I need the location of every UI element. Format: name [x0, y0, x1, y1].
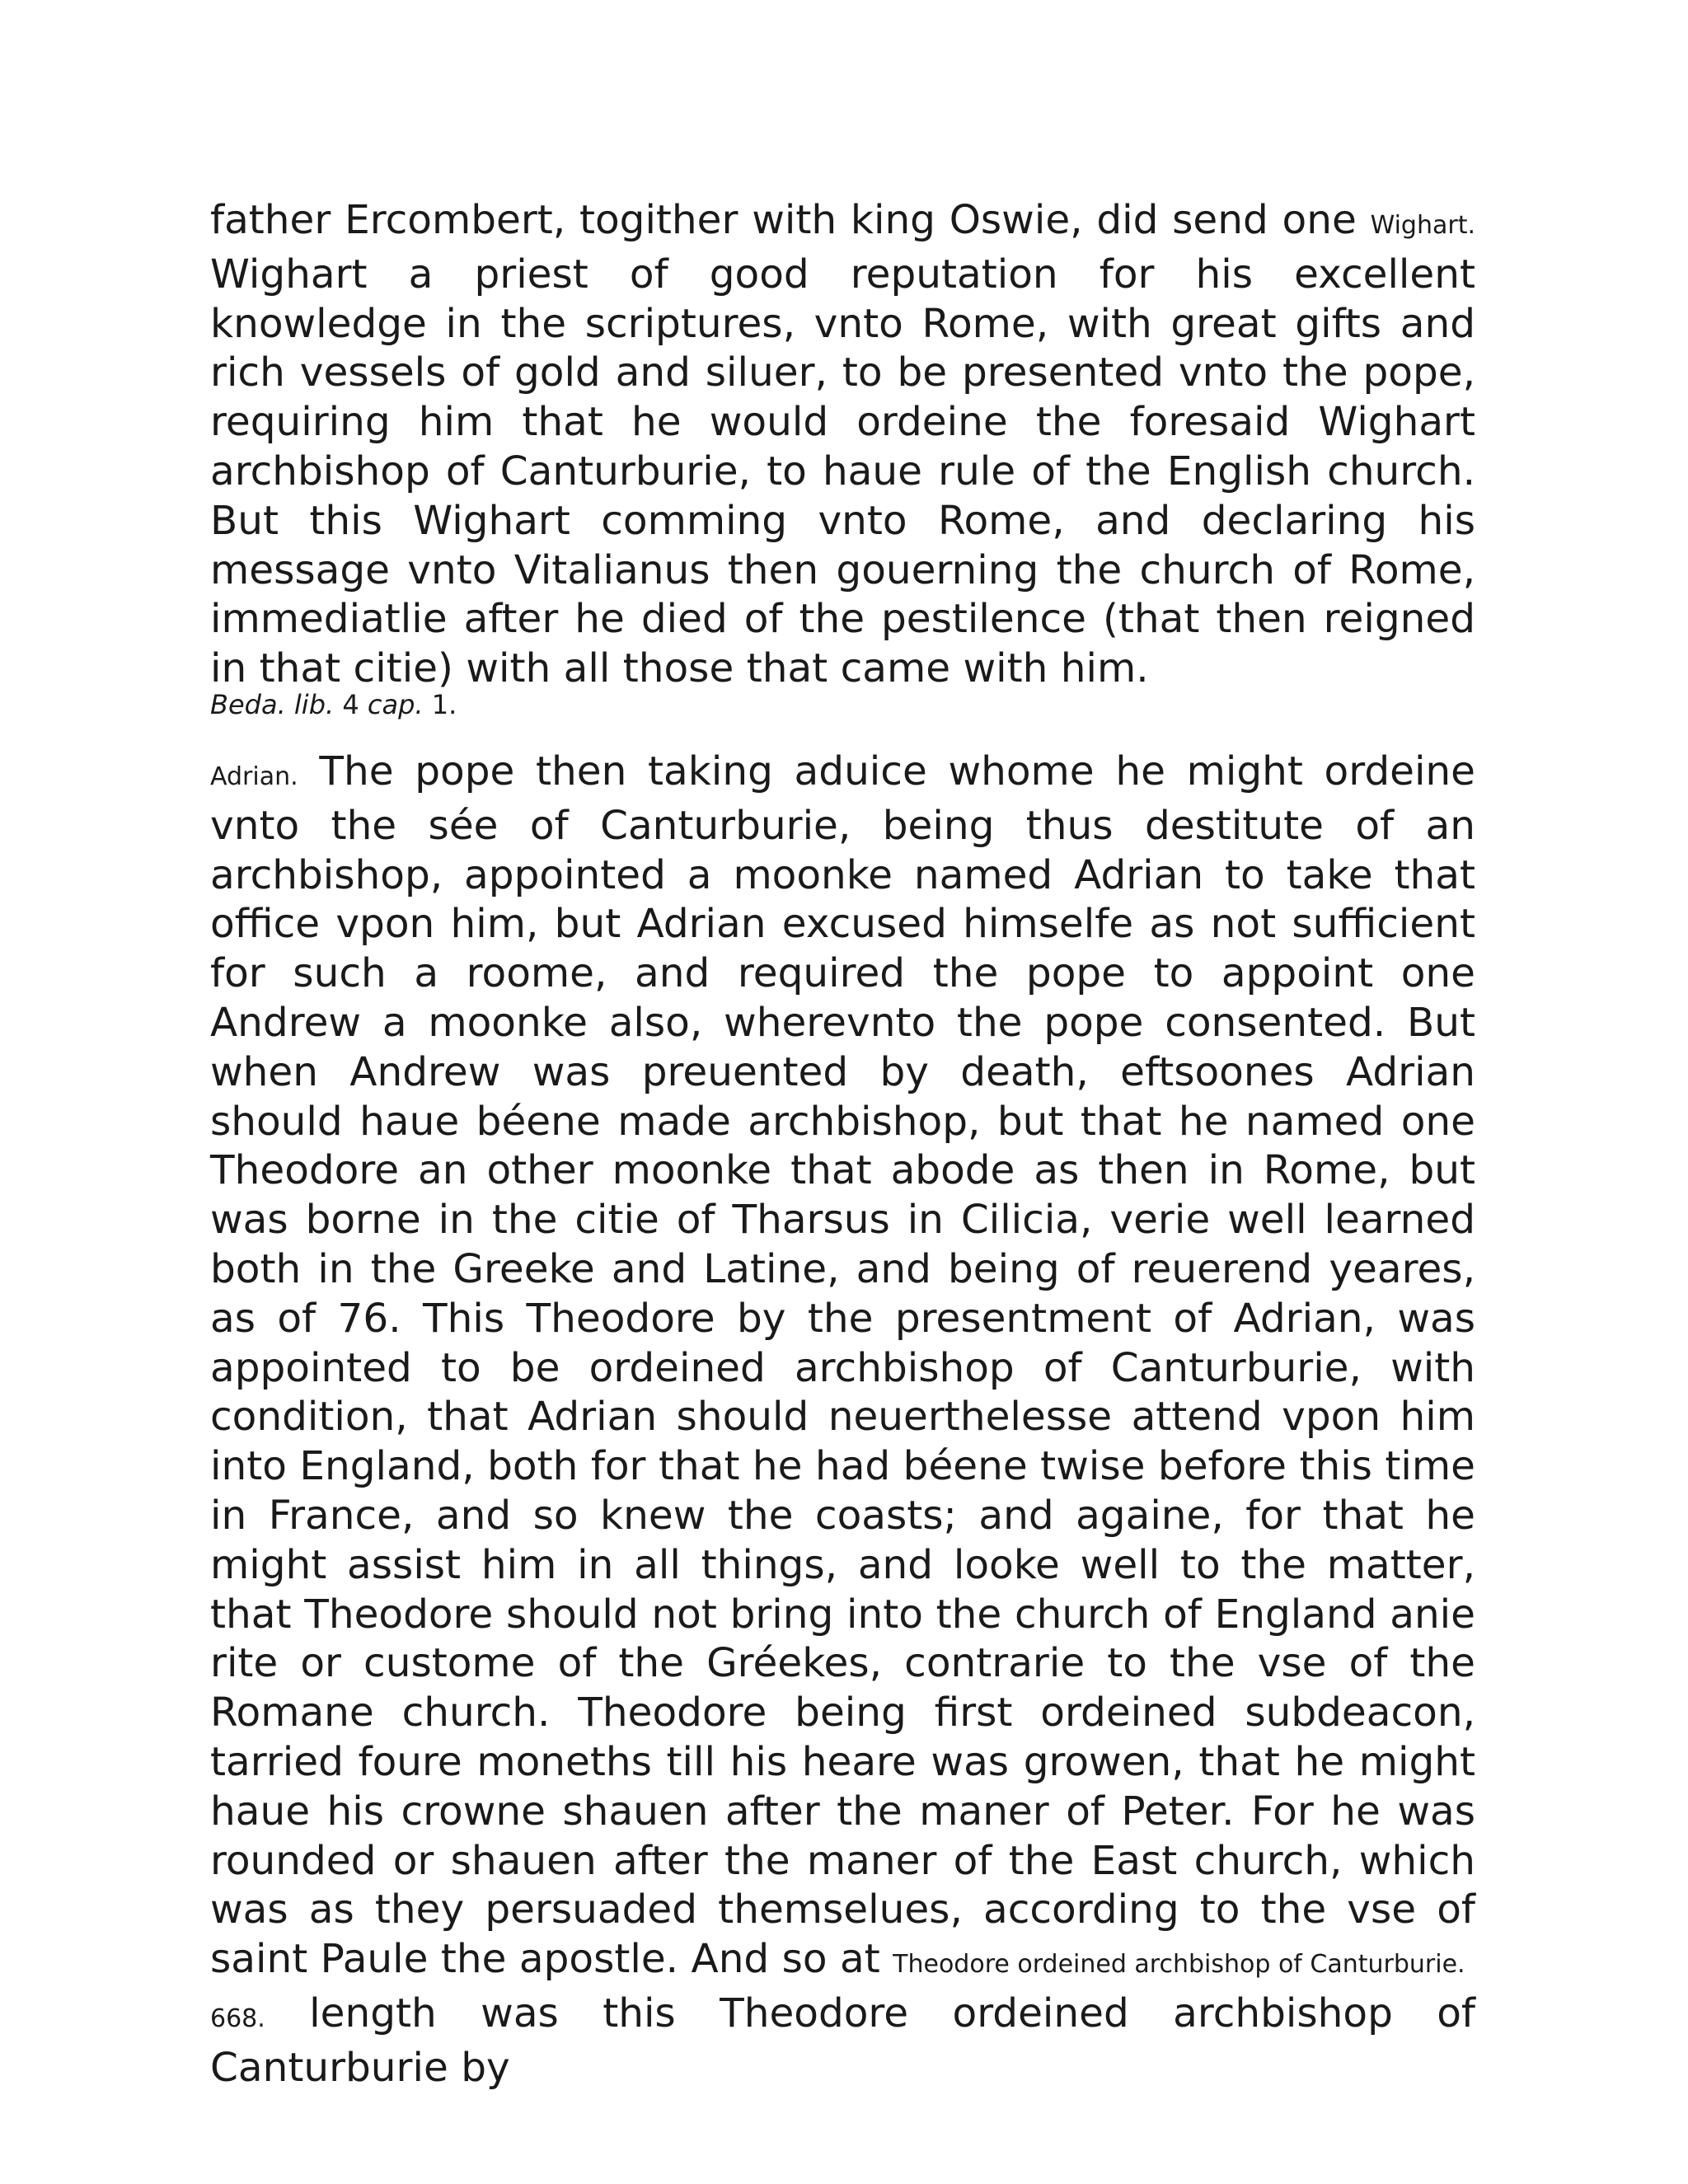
paragraph-2 [210, 748, 1475, 2093]
reference-beda-lib: Beda. lib. [210, 689, 335, 720]
margin-note-theodore-ordeined: Theodore ordeined archbishop of Canturburie. [893, 1950, 1465, 1980]
reference-book-number: 4 [334, 689, 368, 720]
paragraph-1 [210, 196, 1475, 694]
paragraph-2-text-last: length was this Theodore ordeined archbishop of Canturburie by [210, 1990, 1475, 2091]
reference-cap-number: 1. [423, 689, 457, 720]
margin-note-adrian: Adrian. [210, 762, 298, 791]
margin-note-wighart: Wighart. [1370, 211, 1475, 240]
paragraph-1-text-end: Wighart a priest of good reputation for his excellent knowledge in the scriptures, vnto Rome, with great gifts and rich vessels of gold and siluer, to be presented vnto the pope, requiring him that he would ordeine the foresaid Wighart archbishop of Canturburie, to haue rule of the English church. But this Wighart comming vnto Rome, and declaring his message vnto Vitalianus then gouerning the church of Rome, immediatlie after he died of the pestilence (that then reigned in that citie) with all those that came with him. [210, 251, 1475, 692]
paragraph-1-text-start: father Ercombert, togither with king Oswie, did send one [210, 197, 1371, 243]
margin-note-year: 668. [210, 2004, 265, 2033]
reference-cap: cap. [367, 689, 424, 720]
paragraph-2-text-main: The pope then taking aduice whome he might ordeine vnto the sée of Canturburie, being thus destitute of an archbishop, appointed a moonke named Adrian to take that office vpon him, but Adrian excused himselfe as not sufficient for such a roome, and required the pope to appoint one Andrew a moonke also, wherevnto the pope consented. But when Andrew was preuented by death, eftsoones Adrian should haue béene made archbishop, but that he named one Theodore an other moonke that abode as then in Rome, but was borne in the citie of Tharsus in Cilicia, verie well learned both in the Greeke and Latine, and being of reuerend yeares, as of 76. This Theodore by the presentment of Adrian, was appointed to be ordeined archbishop of Canturburie, with condition, that Adrian should neuerthelesse attend vpon him into England, both for that he had béene twise before this time in France, and so knew the coasts; and againe, for that he might assist him in all things, and looke well to the matter, that Theodore should not bring into the church of England anie rite or custome of the Gréekes, contrarie to the vse of the Romane church. Theodore being first ordeined subdeacon, tarried foure moneths till his heare was growen, that he might haue his crowne shauen after the maner of Peter. For he was rounded or shauen after the maner of the East church, which was as they persuaded themselues, according to the vse of saint Paule the apostle. And so at [210, 748, 1475, 1983]
reference-beda [210, 688, 457, 721]
